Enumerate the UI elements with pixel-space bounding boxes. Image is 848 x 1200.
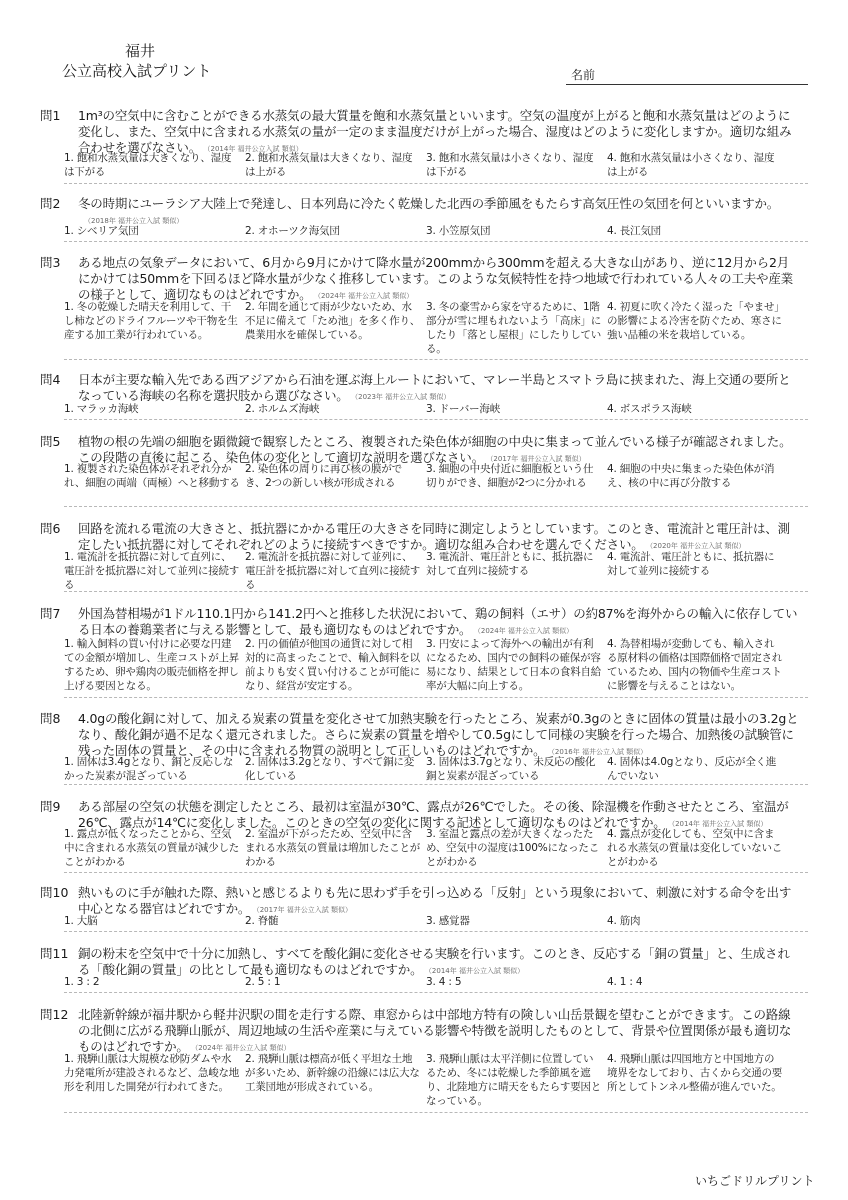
answer-option-4[interactable]: 4. 露点が変化しても、空気中に含まれる水蒸気の質量は変化していないことがわかる	[607, 828, 783, 868]
answer-option-4[interactable]: 4. 為替相場が変動しても、輸入される原材料の価格は国際価格で固定されているため、国内の物価や生産コストに影響を与えることはない。	[607, 638, 783, 692]
answer-options	[64, 151, 804, 179]
answer-options	[64, 975, 804, 989]
answer-option-3[interactable]: 3. 固体は3.7gとなり、未反応の酸化銅と炭素が混ざっている	[426, 756, 596, 782]
question-number: 問6	[40, 521, 61, 536]
question-source: （2020年 福井公立入試 類似）	[649, 542, 746, 550]
question-source: （2014年 福井公立入試 類似）	[207, 145, 303, 153]
worksheet-header	[0, 0, 848, 100]
answer-option-3[interactable]: 3. ドーバー海峡	[426, 403, 501, 415]
answer-option-4[interactable]: 4. 固体は4.0gとなり、反応が全く進んでいない	[607, 756, 777, 782]
answer-option-3[interactable]: 3. 円安によって海外への輸出が有利になるため、国内での飼料の確保が容易になり、結果として日本の食料自給率が大幅に向上する。	[426, 638, 602, 692]
answer-option-2[interactable]: 2. 飛騨山脈は標高が低く平坦な土地が多いため、新幹線の沿線には広大な工業団地が形成されている。	[245, 1053, 420, 1093]
question-divider	[64, 419, 808, 420]
question-text-wrap	[78, 255, 800, 304]
question-divider	[64, 506, 808, 507]
answer-option-1[interactable]: 1. 飽和水蒸気量は大きくなり、湿度は下がる	[64, 152, 232, 178]
answer-option-2[interactable]: 2. ホルムズ海峡	[245, 403, 320, 415]
question-divider	[64, 359, 808, 360]
question-divider	[64, 931, 808, 932]
answer-option-1[interactable]: 1. 露点が低くなったことから、空気中に含まれる水蒸気の質量が減少したことがわかる	[64, 828, 240, 868]
question-text: 冬の時期にユーラシア大陸上で発達し、日本列島に冷たく乾燥した北西の季節風をもたらす高気圧性の気団を何といいますか。	[78, 196, 780, 211]
question-source: （2023年 福井公立入試 類似）	[354, 393, 451, 401]
question-text: 銅の粉末を空気中で十分に加熱し、すべてを酸化銅に変化させる実験を行います。このとき、反応する「銅の質量」と、生成される「酸化銅の質量」の比として最も適切なものはどれですか。	[78, 946, 790, 977]
question-source: （2017年 福井公立入試 類似）	[489, 455, 586, 463]
question-divider	[64, 183, 808, 184]
question-text: 外国為替相場が1ドル110.1円から141.2円へと推移した状況において、鶏の飼料（エサ）の約87%を海外からの輸入に依存している日本の養鶏業者に与える影響として、最も適切なものはどれですか。	[78, 606, 798, 637]
answer-option-4[interactable]: 4. 飛騨山脈は四国地方と中国地方の境界をなしており、古くから交通の要所としてトンネル整備が進んでいた。	[607, 1053, 783, 1093]
answer-option-1[interactable]: 1. 冬の乾燥した晴天を利用して、干し柿などのドライフルーツや干物を生産する加工業が行われている。	[64, 301, 238, 341]
answer-option-1[interactable]: 1. 輸入飼料の買い付けに必要な円建ての金額が増加し、生産コストが上昇するため、卵や鶏肉の販売価格を押し上げる要因となる。	[64, 638, 240, 692]
answer-option-4[interactable]: 4. 長江気団	[607, 225, 661, 237]
question-text-wrap	[78, 108, 800, 157]
answer-option-2[interactable]: 2. 脊髄	[245, 915, 279, 927]
answer-option-1[interactable]: 1. 大脳	[64, 915, 98, 927]
answer-option-4[interactable]: 4. ボスポラス海峡	[607, 403, 692, 415]
question-number: 問4	[40, 372, 61, 387]
answer-option-2[interactable]: 2. オホーツク海気団	[245, 225, 340, 237]
question-divider	[64, 784, 808, 785]
answer-options	[64, 827, 804, 869]
question-number: 問8	[40, 711, 61, 726]
answer-option-3[interactable]: 3. 細胞の中央付近に細胞板という仕切りができ、細胞が2つに分かれる	[426, 463, 594, 489]
question-number: 問12	[40, 1007, 69, 1022]
answer-options	[64, 402, 804, 416]
question-text-wrap	[78, 711, 800, 760]
question-text-wrap	[78, 1007, 800, 1056]
question-source: （2014年 福井公立入試 類似）	[428, 967, 525, 975]
answer-options	[64, 914, 804, 928]
answer-option-3[interactable]: 3. 感覚器	[426, 915, 470, 927]
question-source: （2016年 福井公立入試 類似）	[551, 748, 648, 756]
answer-option-2[interactable]: 2. 円の価値が他国の通貨に対して相対的に高まったことで、輸入飼料を以前よりも安く買い付けることが可能になり、経営が安定する。	[245, 638, 421, 692]
answer-option-3[interactable]: 3. 冬の豪雪から家を守るために、1階部分が雪に埋もれないよう「高床」にしたり「落とし屋根」にしたりしている。	[426, 301, 602, 355]
worksheet-title: 公立高校入試プリント	[62, 62, 212, 80]
answer-options	[64, 1052, 804, 1108]
answer-option-1[interactable]: 1. シベリア気団	[64, 225, 139, 237]
question-text: ある地点の気象データにおいて、6月から9月にかけて降水量が200mmから300mmを超える大きな山があり、逆に12月から2月にかけては50mmを下回るほど降水量が少なく推移しています。このような気候特性を持つ地域で行われている人々の工夫や産業の様子として、適切なものはどれですか。	[78, 255, 793, 302]
question-text-wrap	[78, 372, 800, 405]
answer-option-1[interactable]: 1. マラッカ海峡	[64, 403, 139, 415]
question-number: 問10	[40, 885, 69, 900]
question-divider	[64, 241, 808, 242]
answer-option-2[interactable]: 2. 染色体の周りに再び核の膜ができ、2つの新しい核が形成される	[245, 463, 402, 489]
answer-options	[64, 755, 804, 783]
answer-option-2[interactable]: 2. 年間を通じて雨が少ないため、水不足に備えて「ため池」を多く作り、農業用水を確保している。	[245, 301, 421, 341]
answer-option-2[interactable]: 2. 電流計を抵抗器に対して並列に、電圧計を抵抗器に対して直列に接続する	[245, 551, 421, 591]
question-text: ある部屋の空気の状態を測定したところ、最初は室温が30℃、露点が26℃でした。その後、除湿機を作動させたところ、室温が26℃、露点が14℃に変化しました。このときの空気の変化に関する記述として適切なものはどれですか。	[78, 799, 789, 830]
question-source: （2024年 福井公立入試 類似）	[194, 1044, 291, 1052]
answer-option-3[interactable]: 3. 小笠原気団	[426, 225, 491, 237]
question-number: 問5	[40, 434, 61, 449]
answer-option-3[interactable]: 3. 室温と露点の差が大きくなったため、空気中の湿度は100%になったことがわかる	[426, 828, 599, 868]
question-number: 問2	[40, 196, 61, 211]
question-text: 植物の根の先端の細胞を顕微鏡で観察したところ、複製された染色体が細胞の中央に集まって並んでいる様子が確認されました。この段階の直後に起こる、染色体の変化として適切な説明を選びなさい。	[78, 434, 792, 465]
question-text-wrap	[78, 606, 800, 639]
answer-option-3[interactable]: 3. 4 : 5	[426, 976, 462, 988]
answer-options	[64, 637, 804, 693]
answer-option-1[interactable]: 1. 飛騨山脈は大規模な砂防ダムや水力発電所が建設されるなど、急峻な地形を利用した開発が行われてきた。	[64, 1053, 240, 1093]
question-number: 問9	[40, 799, 61, 814]
answer-option-1[interactable]: 1. 固体は3.4gとなり、銅と反応しなかった炭素が混ざっている	[64, 756, 234, 782]
answer-option-4[interactable]: 4. 1 : 4	[607, 976, 643, 988]
question-divider	[64, 591, 808, 592]
question-source: （2024年 福井公立入試 類似）	[317, 292, 414, 300]
question-text: 北陸新幹線が福井駅から軽井沢駅の間を走行する際、車窓からは中部地方特有の険しい山岳景観を望むことができます。この路線の北側に広がる飛騨山脈が、周辺地域の生活や産業に与えている影響や特徴を説明したものとして、背景や位置関係が最も適切なものはどれですか。	[78, 1007, 792, 1054]
prefecture-label: 福井	[125, 42, 156, 60]
question-number: 問7	[40, 606, 61, 621]
answer-option-2[interactable]: 2. 固体は3.2gとなり、すべて銅に変化している	[245, 756, 415, 782]
answer-option-1[interactable]: 1. 複製された染色体がそれぞれ分かれ、細胞の両端（両極）へと移動する	[64, 463, 240, 489]
answer-option-3[interactable]: 3. 飛騨山脈は太平洋側に位置しているため、冬には乾燥した季節風を遮り、北陸地方に晴天をもたらす要因となっている。	[426, 1053, 602, 1107]
question-text: 4.0gの酸化銅に対して、加える炭素の質量を変化させて加熱実験を行ったところ、炭素が0.3gのときに固体の質量は最小の3.2gとなり、酸化銅が過不足なく還元されました。さらに炭素の質量を増やして0.5gにして同様の実験を行った場合、加熱後の試験管に残った固体の質量と、その中に含まれる物質の説明として正しいものはどれですか。	[78, 711, 799, 758]
question-source: （2018年 福井公立入試 類似）	[84, 217, 184, 225]
question-source: （2017年 福井公立入試 類似）	[256, 906, 352, 914]
answer-option-4[interactable]: 4. 筋肉	[607, 915, 641, 927]
question-number: 問3	[40, 255, 61, 270]
question-divider	[64, 1112, 808, 1113]
question-text: 回路を流れる電流の大きさと、抵抗器にかかる電圧の大きさを同時に測定しようとしています。このとき、電流計と電圧計は、測定したい抵抗器に対してそれぞれどのように接続すべきですか。適切な組み合わせを選んでください。	[78, 521, 790, 552]
question-divider	[64, 872, 808, 873]
question-divider	[64, 697, 808, 698]
question-source: （2014年 福井公立入試 類似）	[671, 820, 768, 828]
question-number: 問11	[40, 946, 69, 961]
answer-options	[64, 462, 804, 490]
question-text: 1m³の空気中に含むことができる水蒸気の最大質量を飽和水蒸気量といいます。空気の温度が上がると飽和水蒸気量はどのように変化し、また、空気中に含まれる水蒸気の量が一定のまま温度だけが上がった場合、湿度はどのように変化しますか。適切な組み合わせを選びなさい。	[78, 108, 792, 155]
question-text: 日本が主要な輸入先である西アジアから石油を運ぶ海上ルートにおいて、マレー半島とスマトラ島に挟まれた、海上交通の要所となっている海峡の名称を選択肢から選びなさい。	[78, 372, 791, 403]
answer-option-2[interactable]: 2. 5 : 1	[245, 976, 281, 988]
answer-option-3[interactable]: 3. 飽和水蒸気量は小さくなり、湿度は下がる	[426, 152, 594, 178]
answer-option-1[interactable]: 1. 3 : 2	[64, 976, 100, 988]
answer-option-2[interactable]: 2. 飽和水蒸気量は大きくなり、湿度は上がる	[245, 152, 413, 178]
name-input-line[interactable]	[566, 84, 808, 85]
name-label: 名前	[571, 68, 596, 82]
answer-option-1[interactable]: 1. 電流計を抵抗器に対して直列に、電圧計を抵抗器に対して並列に接続する	[64, 551, 240, 591]
answer-options	[64, 300, 804, 356]
answer-option-4[interactable]: 4. 初夏に吹く冷たく湿った「やませ」の影響による冷害を防ぐため、寒さに強い品種の米を栽培している。	[607, 301, 782, 341]
answer-options	[64, 224, 804, 238]
answer-option-2[interactable]: 2. 室温が下がったため、空気中に含まれる水蒸気の質量は増加したことがわかる	[245, 828, 421, 868]
answer-options	[64, 550, 804, 591]
answer-option-3[interactable]: 3. 電流計、電圧計ともに、抵抗器に対して直列に接続する	[426, 551, 594, 577]
question-source: （2024年 福井公立入試 類似）	[477, 627, 574, 635]
question-divider	[64, 992, 808, 993]
footer-brand: いちごドリルプリント	[695, 1174, 815, 1188]
question-text: 熱いものに手が触れた際、熱いと感じるよりも先に思わず手を引っ込める「反射」という現象において、刺激に対する命令を出す中心となる器官はどれですか。	[78, 885, 792, 916]
question-number: 問1	[40, 108, 61, 123]
answer-option-4[interactable]: 4. 飽和水蒸気量は小さくなり、湿度は上がる	[607, 152, 775, 178]
answer-option-4[interactable]: 4. 電流計、電圧計ともに、抵抗器に対して並列に接続する	[607, 551, 775, 577]
answer-option-4[interactable]: 4. 細胞の中央に集まった染色体が消え、核の中に再び分散する	[607, 463, 775, 489]
